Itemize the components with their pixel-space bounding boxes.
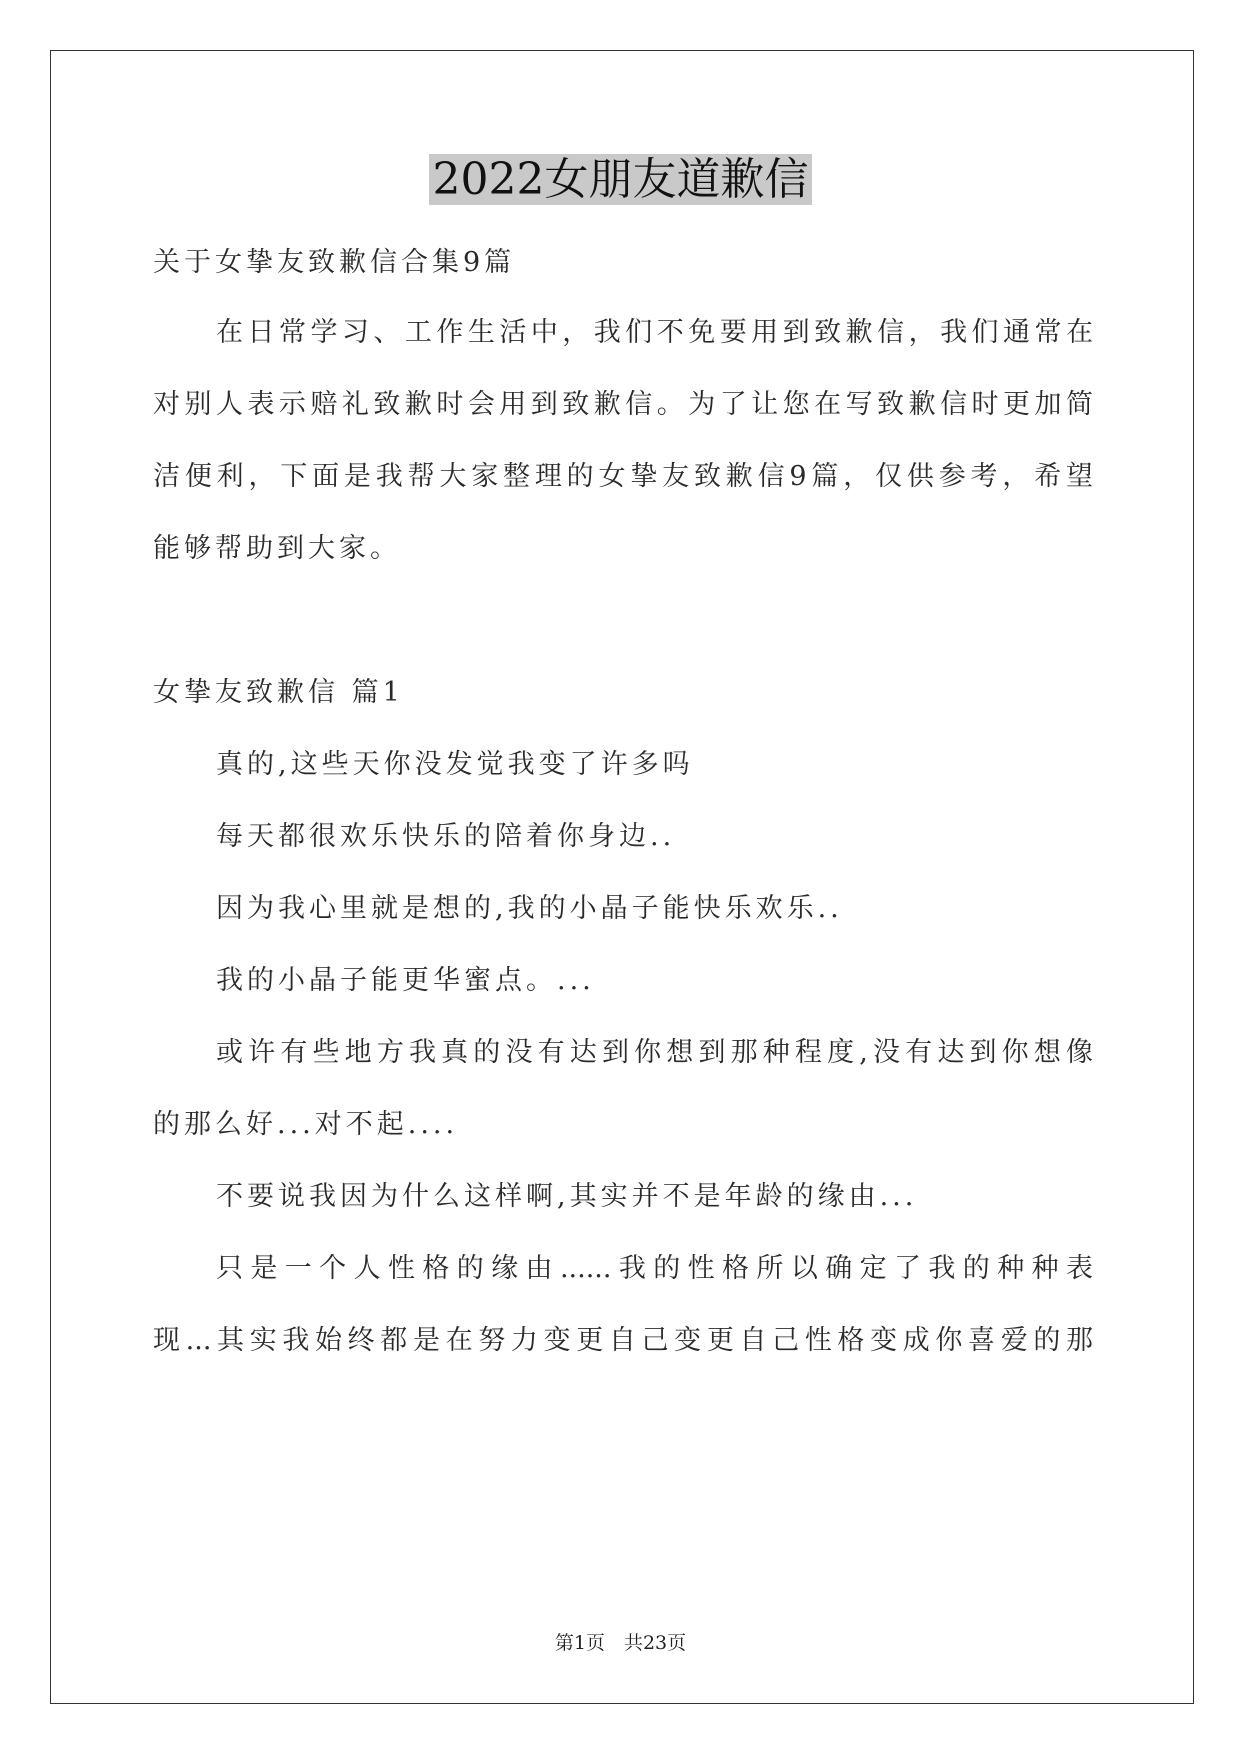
body-line-6: 的那么好...对不起.... [153,1109,459,1140]
page-number-footer: 第1页 共23页 [554,1632,687,1654]
document-title [0,150,1241,210]
intro-line-3: 洁便利，下面是我帮大家整理的女挚友致歉信9篇，仅供参考，希望 [153,461,1093,492]
body-line-5: 或许有些地方我真的没有达到你想到那种程度,没有达到你想像 [216,1037,1093,1068]
body-line-2: 每天都很欢乐快乐的陪着你身边.. [216,821,676,852]
body-line-1: 真的,这些天你没发觉我变了许多吗 [216,749,694,780]
body-line-9: 现...其实我始终都是在努力变更自己变更自己性格变成你喜爱的那 [153,1325,1093,1356]
intro-line-1: 在日常学习、工作生活中，我们不免要用到致歉信，我们通常在 [216,317,1093,348]
section-heading: 女挚友致歉信 篇1 [153,677,404,708]
body-line-3: 因为我心里就是想的,我的小晶子能快乐欢乐.. [216,893,843,924]
body-line-7: 不要说我因为什么这样啊,其实并不是年龄的缘由... [216,1181,918,1212]
body-line-8: 只是一个人性格的缘由......我的性格所以确定了我的种种表 [216,1253,1093,1284]
intro-line-4: 能够帮助到大家。 [153,533,401,564]
intro-line-2: 对别人表示赔礼致歉时会用到致歉信。为了让您在写致歉信时更加简 [153,389,1093,420]
body-line-4: 我的小晶子能更华蜜点。... [216,965,595,996]
intro-heading: 关于女挚友致歉信合集9篇 [153,247,516,278]
page-border [50,50,1194,1704]
document-title-text: 2022女朋友道歉信 [429,154,813,205]
